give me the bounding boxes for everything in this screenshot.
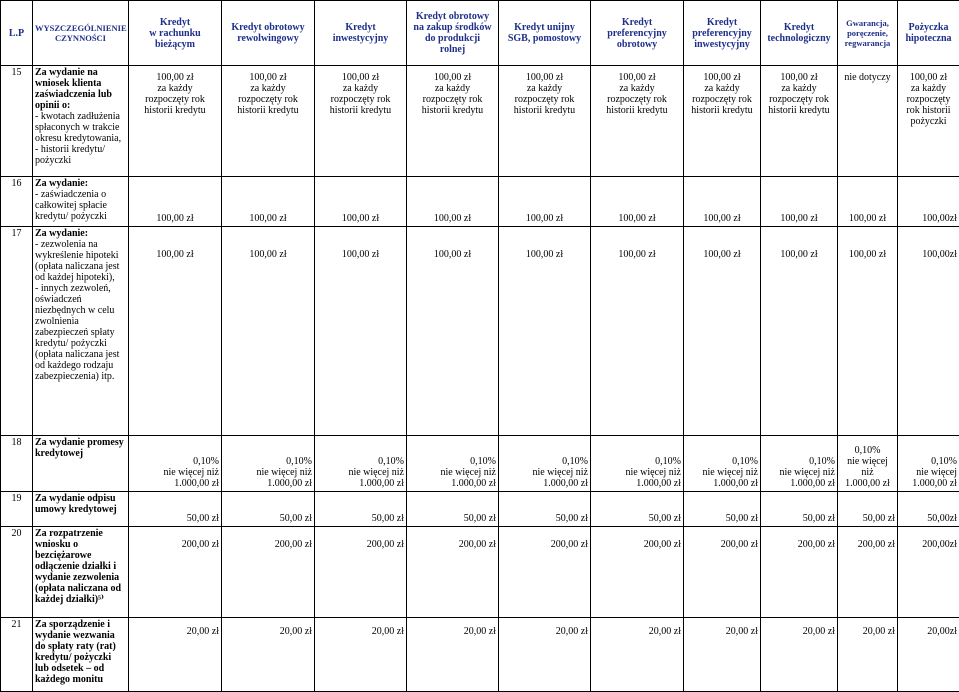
row-value: 100,00 zł xyxy=(129,227,222,436)
row-value: 20,00 zł xyxy=(407,618,499,692)
row-value: 100,00 zł za każdy rozpoczęty rok historii kredytu xyxy=(222,66,315,177)
row-value: 0,10% nie więcej niż 1.000,00 zł xyxy=(591,436,684,492)
row-value: 0,10% nie więcej niż 1.000,00 zł xyxy=(315,436,407,492)
row-value: 100,00 zł za każdy rozpoczęty rok historii kredytu xyxy=(684,66,761,177)
header-col-8: Kredyt technologiczny xyxy=(761,1,838,66)
row-value: 200,00 zł xyxy=(684,527,761,618)
table-row xyxy=(1,177,959,227)
table-row xyxy=(1,66,959,177)
header-col-6: Kredyt preferencyjny obrotowy xyxy=(591,1,684,66)
row-description xyxy=(33,227,129,436)
row-value: 100,00 zł za każdy rozpoczęty rok historii kredytu xyxy=(591,66,684,177)
row-value: 100,00zł xyxy=(898,227,959,436)
row-value: 200,00 zł xyxy=(838,527,898,618)
table-row xyxy=(1,618,959,692)
row-value: 100,00 zł xyxy=(761,177,838,227)
row-value: 100,00 zł xyxy=(315,177,407,227)
row-value: 200,00 zł xyxy=(761,527,838,618)
row-value: 100,00 zł xyxy=(222,177,315,227)
row-value: 100,00 zł xyxy=(499,227,591,436)
row-description xyxy=(33,66,129,177)
row-value: 200,00 zł xyxy=(222,527,315,618)
header-col-3: Kredyt inwestycyjny xyxy=(315,1,407,66)
row-value: 20,00 zł xyxy=(222,618,315,692)
row-value: 50,00 zł xyxy=(315,492,407,527)
table-row xyxy=(1,492,959,527)
row-value: 0,10% nie więcej niż 1.000,00 zł xyxy=(499,436,591,492)
row-value: nie dotyczy xyxy=(838,66,898,177)
row-value: 20,00 zł xyxy=(315,618,407,692)
row-lp: 16 xyxy=(1,177,33,227)
row-value: 0,10% nie więcej niż 1.000,00 zł xyxy=(222,436,315,492)
row-value: 100,00 zł xyxy=(591,227,684,436)
row-lp: 20 xyxy=(1,527,33,618)
row-value: 100,00 zł xyxy=(591,177,684,227)
row-value: 100,00 zł xyxy=(499,177,591,227)
row-details: - zezwolenia na wykreślenie hipoteki (opłata naliczana jest od każdej hipoteki), - innych zezwoleń, oświadczeń niezbędnych w celu zwolnienia zabezpieczeń spłaty kredytu/ pożyczki (opłata naliczana jest od każdego rodzaju zabezpieczenia) itp. xyxy=(35,239,126,382)
row-description xyxy=(33,527,129,618)
row-value: 100,00 zł za każdy rozpoczęty rok historii kredytu xyxy=(407,66,499,177)
row-value: 200,00zł xyxy=(898,527,959,618)
row-value: 50,00 zł xyxy=(591,492,684,527)
row-value: 200,00 zł xyxy=(129,527,222,618)
row-title: Za wydanie promesy kredytowej xyxy=(35,437,126,459)
header-col-5: Kredyt unijny SGB, pomostowy xyxy=(499,1,591,66)
row-value: 100,00 zł xyxy=(407,227,499,436)
row-lp: 17 xyxy=(1,227,33,436)
row-value: 200,00 zł xyxy=(407,527,499,618)
row-value: 20,00 zł xyxy=(591,618,684,692)
row-value: 0,10% nie więcej niż 1.000,00 zł xyxy=(684,436,761,492)
row-value: 50,00 zł xyxy=(838,492,898,527)
table-row xyxy=(1,227,959,436)
row-value: 100,00zł xyxy=(898,177,959,227)
row-value: 100,00 zł za każdy rozpoczęty rok historii kredytu xyxy=(315,66,407,177)
row-value: 100,00 zł xyxy=(315,227,407,436)
row-value: 50,00zł xyxy=(898,492,959,527)
row-value: 100,00 zł xyxy=(761,227,838,436)
row-value: 100,00 zł xyxy=(129,177,222,227)
row-title: Za wydanie odpisu umowy kredytowej xyxy=(35,493,126,515)
row-title: Za wydanie: xyxy=(35,178,126,189)
row-value: 20,00 zł xyxy=(129,618,222,692)
row-value: 20,00 zł xyxy=(838,618,898,692)
row-lp: 19 xyxy=(1,492,33,527)
row-value: 20,00 zł xyxy=(684,618,761,692)
row-value: 200,00 zł xyxy=(315,527,407,618)
row-value: 50,00 zł xyxy=(129,492,222,527)
row-lp: 21 xyxy=(1,618,33,692)
row-value: 50,00 zł xyxy=(222,492,315,527)
header-specifics: WYSZCZEGÓLNIENIE CZYNNOŚCI xyxy=(33,1,129,66)
table-row xyxy=(1,527,959,618)
row-value: 100,00 zł xyxy=(838,227,898,436)
row-value: 100,00 zł xyxy=(838,177,898,227)
row-value: 200,00 zł xyxy=(591,527,684,618)
table-row xyxy=(1,436,959,492)
header-col-2: Kredyt obrotowy rewolwingowy xyxy=(222,1,315,66)
row-value: 100,00 zł za każdy rozpoczęty rok historii kredytu xyxy=(499,66,591,177)
row-value: 100,00 zł xyxy=(684,177,761,227)
header-col-9: Gwarancja, poręczenie, regwarancja xyxy=(838,1,898,66)
row-value: 0,10% nie więcej niż 1.000,00 zł xyxy=(838,436,898,492)
row-value: 0,10% nie więcej niż 1.000,00 zł xyxy=(407,436,499,492)
row-value: 50,00 zł xyxy=(407,492,499,527)
header-col-1: Kredyt w rachunku bieżącym xyxy=(129,1,222,66)
row-value: 20,00 zł xyxy=(499,618,591,692)
row-value: 50,00 zł xyxy=(684,492,761,527)
row-title: Za sporządzenie i wydanie wezwania do spłaty raty (rat) kredytu/ pożyczki lub odsetek – od każdego monitu xyxy=(35,619,126,685)
row-value: 0,10% nie więcej niż 1.000,00 zł xyxy=(761,436,838,492)
row-value: 100,00 zł xyxy=(407,177,499,227)
row-value: 50,00 zł xyxy=(499,492,591,527)
row-description xyxy=(33,436,129,492)
row-value: 100,00 zł za każdy rozpoczęty rok historii pożyczki xyxy=(898,66,959,177)
header-lp: L.P xyxy=(1,1,33,66)
row-value: 100,00 zł xyxy=(684,227,761,436)
row-value: 100,00 zł xyxy=(222,227,315,436)
header-col-7: Kredyt preferencyjny inwestycyjny xyxy=(684,1,761,66)
table-header xyxy=(1,1,959,66)
row-value: 20,00 zł xyxy=(761,618,838,692)
row-value: 50,00 zł xyxy=(761,492,838,527)
row-value: 100,00 zł za każdy rozpoczęty rok historii kredytu xyxy=(129,66,222,177)
row-description xyxy=(33,177,129,227)
row-value: 0,10% nie więcej niż 1.000,00 zł xyxy=(129,436,222,492)
header-col-10: Pożyczka hipoteczna xyxy=(898,1,959,66)
row-value: 20,00zł xyxy=(898,618,959,692)
row-details: - kwotach zadłużenia spłaconych w trakcie okresu kredytowania, - historii kredytu/ pożyczki xyxy=(35,111,126,166)
row-value: 100,00 zł za każdy rozpoczęty rok historii kredytu xyxy=(761,66,838,177)
header-col-4: Kredyt obrotowy na zakup środków do produkcji rolnej xyxy=(407,1,499,66)
row-value: 200,00 zł xyxy=(499,527,591,618)
row-description xyxy=(33,492,129,527)
row-lp: 15 xyxy=(1,66,33,177)
row-title: Za wydanie: xyxy=(35,228,126,239)
row-description xyxy=(33,618,129,692)
row-title: Za rozpatrzenie wniosku o bezciężarowe odłączenie działki i wydanie zezwolenia (opłata naliczana od każdej działki)⁵⁾ xyxy=(35,528,126,605)
row-details: - zaświadczenia o całkowitej spłacie kredytu/ pożyczki xyxy=(35,189,126,222)
row-value: 0,10% nie więcej 1.000,00 zł xyxy=(898,436,959,492)
row-title: Za wydanie na wniosek klienta zaświadczenia lub opinii o: xyxy=(35,67,126,111)
row-lp: 18 xyxy=(1,436,33,492)
